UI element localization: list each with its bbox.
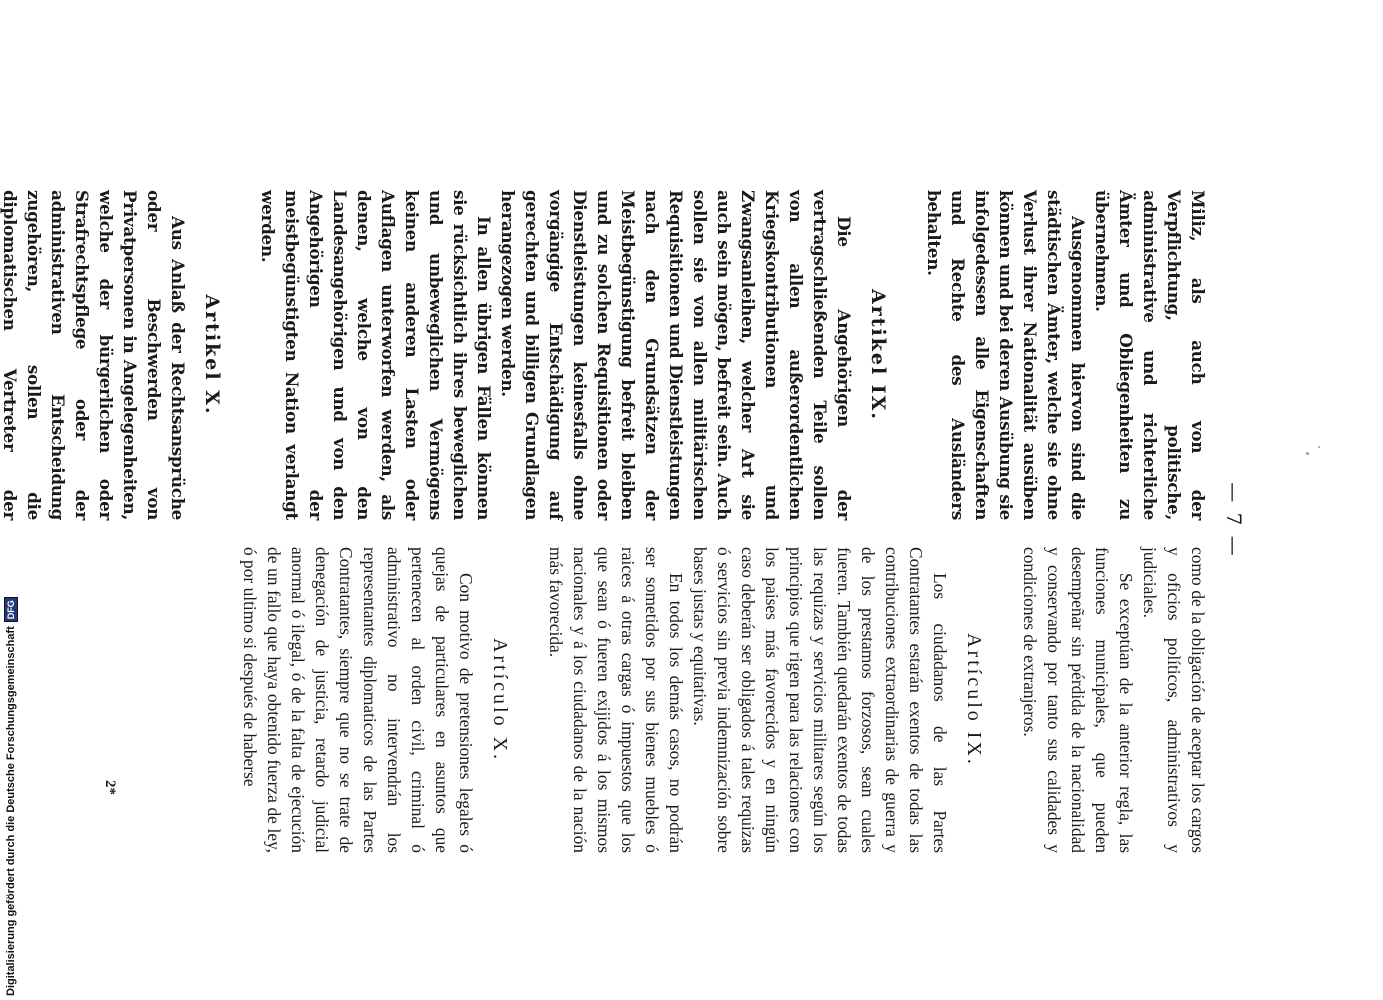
dfg-logo: DFG — [4, 597, 18, 622]
spanish-article-9-paragraph-2: En todos los demás casos, no podrán ser sometidos por sus bienes muebles ó raices á otras cargas ó impuestos que los que sean ó fueren exijidos á los mismos nacionales y á los ciudadanos de la nación más favorecida. — [546, 547, 686, 853]
german-article-10-heading: Artikel X. — [201, 294, 223, 416]
german-article-9-paragraph-1: Die Angehörigen der vertragschließenden Teile sollen von allen außerordentlichen Kriegskontributionen und Zwangsanleihen, welcher Art sie auch sein mögen, befreit sein. Auch sollen sie von allen militärischen Requisitionen und Dienstleistungen nach den Grundsätzen der Meistbegünstigung befreit bleiben und zu solchen Requisitionen oder Dienstleistungen keinesfalls ohne vorgängige Entschädigung auf gerechten und billigen Grundlagen herangezogen werden. — [498, 190, 854, 520]
german-article-9-paragraph-2: In allen übrigen Fällen können sie rücksichtlich ihres beweglichen und unbeweglichen Vermögens keinen anderen Lasten oder Auflagen unterworfen werden, als denen, welche von den Landesangehörigen und von den Angehörigen der meistbegünstigten Nation verlangt werden. — [258, 190, 494, 520]
german-intro-paragraph-2: Ausgenommen hiervon sind die städtischen Ämter, welche sie ohne Verlust ihrer Nationalität ausüben können und bei deren Ausübung sie infolgedessen alle Eigenschaften und Rechte des Ausländers behalten. — [924, 190, 1088, 520]
digitization-credit — [0, 600, 22, 996]
scan-speck — [1306, 452, 1309, 455]
spanish-column — [238, 547, 1210, 853]
spanish-article-10-paragraph-1: Con motivo de pretensiones legales ó quejas de particulares en asuntos que pertenecen al orden civil, criminal ó administrativo no intervendrán los representantes diplomaticos de las Partes Contratantes, siempre que no se trate de denegación de justicia, retardo judicial anormal ó ilegal, ó de la falta de ejecución de un fallo que haya obtenido fuerza de ley, ó por ultimo si después de haberse — [240, 547, 476, 853]
spanish-article-9-paragraph-1: Los ciudadanos de las Partes Contratantes estarán exentos de todas las contribuciones extraordinarias de guerra y de los prestamos forzosos, sean cuales fueren. También quedarán exentos de todas las requizas y servicios militares según los principios que rigen para las relaciones con los paises más favorecidos y en ningún caso deberán ser obligados á tales requizas ó servicios sin previa indemnización sobre bases justas y equitativas. — [690, 547, 950, 853]
spanish-intro-paragraph-1: como de la obligación de aceptar los cargos y oficios políticos, administrativos y judiciales. — [1140, 547, 1208, 853]
german-intro-paragraph-1: Miliz, als auch von der Verpflichtung, politische, administrative und richterliche Ämter und Obliegenheiten zu übernehmen. — [1092, 190, 1208, 520]
digitization-credit-text: Digitalisierung gefördert durch die Deutsche Forschungsgemeinschaft — [5, 626, 17, 996]
german-article-9-heading: Artikel IX. — [867, 288, 889, 422]
spanish-article-10-heading: Artículo X. — [489, 637, 511, 763]
spanish-intro-paragraph-2: Se exceptúan de la anterior regla, las funciones municipales, que pueden desempeñar sin pérdida de la nacionalidad y conservando por tanto sus calidades y condiciones de extranjeros. — [1020, 547, 1136, 853]
german-column — [0, 190, 1210, 520]
printer-signature: 2* — [102, 780, 118, 795]
german-article-10-paragraph-1: Aus Anlaß der Rechtsansprüche oder Beschwerden von Privatpersonen in Angelegenheiten, welche der bürgerlichen oder Strafrechtspflege oder der administrativen Entscheidung zugehören, sollen die diplomatischen Vertreter der — [0, 190, 188, 520]
scan-speck — [1318, 446, 1320, 448]
page-number: — 7 — — [1222, 482, 1246, 558]
spanish-article-9-heading: Artículo IX. — [963, 633, 985, 767]
